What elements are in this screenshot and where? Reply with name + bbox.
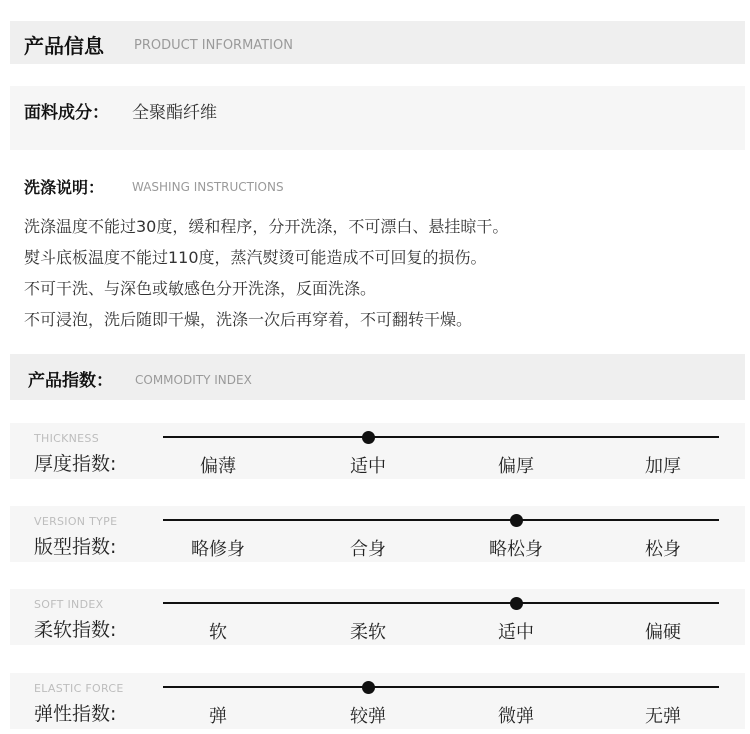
fabric-value: 全聚酯纤维 (132, 103, 217, 123)
scale-option: 偏硬 (645, 622, 681, 643)
scale-option: 适中 (350, 456, 386, 477)
washing-label: 洗涤说明： (24, 178, 105, 197)
scale-marker (510, 597, 523, 610)
index-row-elastic (10, 673, 745, 729)
scale-line (163, 436, 719, 438)
section-title: 产品信息 (24, 34, 104, 58)
scale-marker (362, 681, 375, 694)
washing-line: 不可干洗、与深色或敏感色分开洗涤，反面洗涤。 (24, 279, 377, 298)
scale-option: 弹 (209, 706, 227, 727)
scale-option: 略松身 (489, 539, 543, 560)
commodity-index-header (10, 354, 745, 400)
row-english-label: THICKNESS (34, 432, 99, 445)
washing-line: 熨斗底板温度不能过110度，蒸汽熨烫可能造成不可回复的损伤。 (24, 248, 487, 267)
scale-option: 微弹 (498, 706, 534, 727)
index-title: 产品指数： (28, 371, 113, 391)
washing-subtitle: WASHING INSTRUCTIONS (132, 180, 284, 194)
washing-line: 不可浸泡，洗后随即干燥，洗涤一次后再穿着，不可翻转干燥。 (24, 310, 473, 329)
row-label: 弹性指数: (34, 703, 117, 725)
index-row-version-type (10, 506, 745, 562)
fabric-label: 面料成分： (24, 103, 109, 123)
index-row-thickness (10, 423, 745, 479)
index-row-soft (10, 589, 745, 645)
scale-line (163, 602, 719, 604)
row-label: 版型指数: (34, 536, 117, 558)
scale-option: 无弹 (645, 706, 681, 727)
scale-option: 略修身 (191, 539, 245, 560)
row-english-label: VERSION TYPE (34, 515, 118, 528)
scale-option: 柔软 (350, 622, 386, 643)
scale-option: 软 (209, 622, 227, 643)
row-english-label: ELASTIC FORCE (34, 682, 124, 695)
scale-line (163, 686, 719, 688)
scale-marker (510, 514, 523, 527)
row-label: 厚度指数: (34, 453, 117, 475)
scale-option: 加厚 (645, 456, 681, 477)
index-subtitle: COMMODITY INDEX (135, 373, 252, 387)
scale-option: 松身 (645, 539, 681, 560)
section-subtitle: PRODUCT INFORMATION (134, 38, 293, 53)
scale-option: 合身 (350, 539, 386, 560)
scale-option: 偏厚 (498, 456, 534, 477)
washing-line: 洗涤温度不能过30度，缓和程序，分开洗涤，不可漂白、悬挂晾干。 (24, 217, 509, 236)
washing-instructions (24, 211, 724, 335)
scale-option: 适中 (498, 622, 534, 643)
washing-header (24, 175, 284, 198)
scale-option: 较弹 (350, 706, 386, 727)
scale-line (163, 519, 719, 521)
fabric-composition (10, 86, 745, 150)
product-info-header (10, 21, 745, 64)
scale-marker (362, 431, 375, 444)
row-label: 柔软指数: (34, 619, 117, 641)
scale-option: 偏薄 (200, 456, 236, 477)
row-english-label: SOFT INDEX (34, 598, 104, 611)
